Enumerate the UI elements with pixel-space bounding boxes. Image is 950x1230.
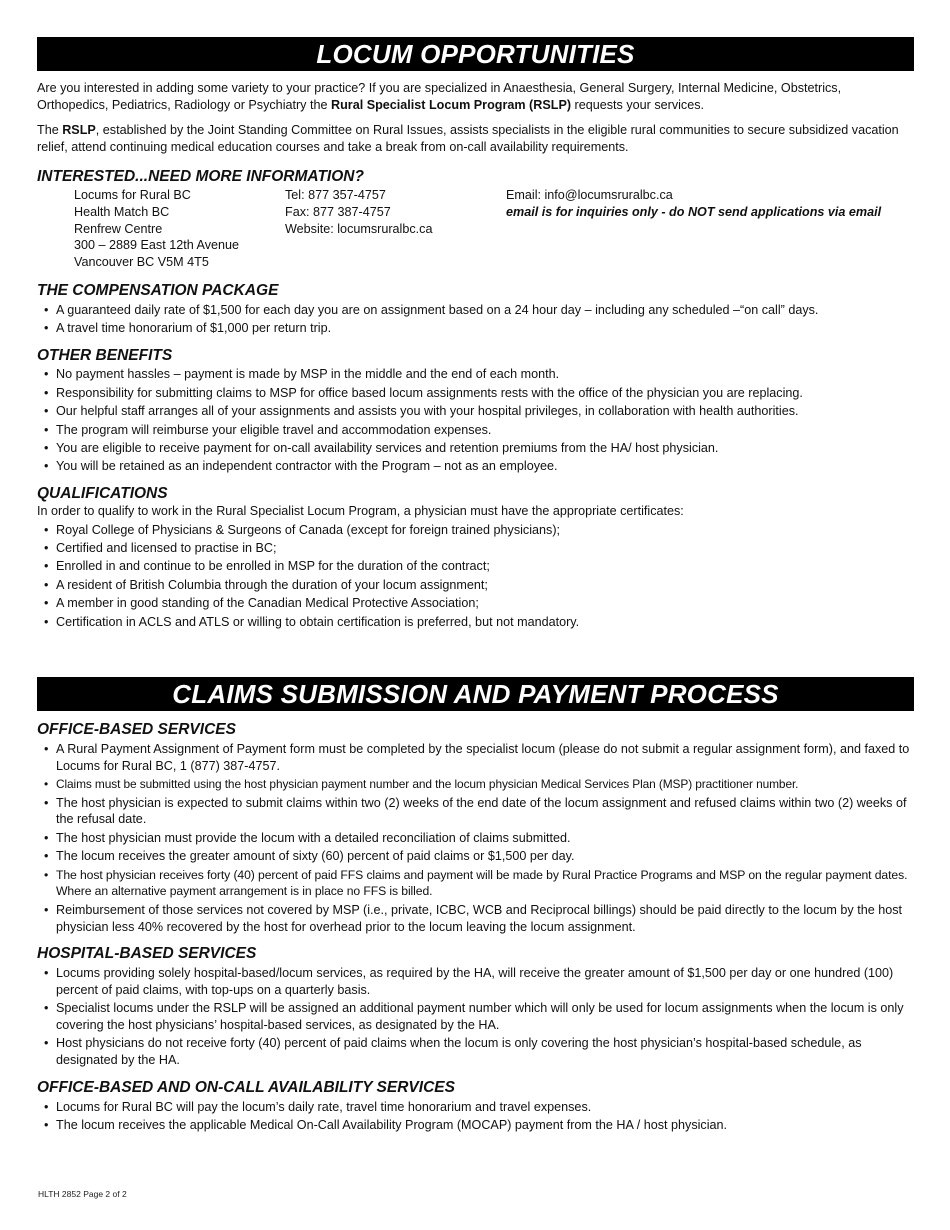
email-note: email is for inquiries only - do NOT send applications via email bbox=[506, 204, 882, 219]
qualifications-heading: QUALIFICATIONS bbox=[37, 485, 168, 503]
list-item: • The locum receives the applicable Medical On-Call Availability Program (MOCAP) payment from the HA / host physician. bbox=[37, 1117, 914, 1134]
on-call-heading: OFFICE-BASED AND ON-CALL AVAILABILITY SERVICES bbox=[37, 1078, 455, 1096]
hospital-based-heading: HOSPITAL-BASED SERVICES bbox=[37, 945, 257, 963]
list-item: • You will be retained as an independent contractor with the Program – not as an employee. bbox=[37, 458, 914, 475]
list-item: • A Rural Payment Assignment of Payment form must be completed by the specialist locum (please do not submit a regular assignment form), and faxed to Locums for Rural BC, 1 (877) 387-4757. bbox=[37, 741, 914, 775]
list-item: • Certification in ACLS and ATLS or willing to obtain certification is preferred, but not mandatory. bbox=[37, 614, 914, 631]
qualifications-section bbox=[37, 484, 914, 630]
contact-address: Locums for Rural BC Health Match BC Renfrew Centre 300 – 2889 East 12th Avenue Vancouver BC V5M 4T5 bbox=[74, 188, 240, 270]
fax-number: Fax: 877 387-4757 bbox=[285, 204, 391, 219]
list-item: • Host physicians do not receive forty (40) percent of paid claims when the locum is only covering the host physician’s hospital-based schedule, as designated by the HA. bbox=[37, 1035, 914, 1069]
intro-paragraph-2: The RSLP, established by the Joint Standing Committee on Rural Issues, assists specialists in the eligible rural communities to secure subsidized vacation relief, attend continuing medical education courses and take a break from on-call availability requirements. bbox=[37, 123, 899, 154]
benefits-section bbox=[37, 346, 914, 475]
contact-heading: INTERESTED...NEED MORE INFORMATION? bbox=[37, 168, 364, 185]
list-item: • Certified and licensed to practise in BC; bbox=[37, 540, 914, 557]
contact-email bbox=[506, 187, 914, 271]
list-item: • The host physician must provide the locum with a detailed reconciliation of claims submitted. bbox=[37, 830, 914, 847]
website-link[interactable]: Website: locumsruralbc.ca bbox=[285, 221, 433, 236]
list-item: • Locums for Rural BC will pay the locum’s daily rate, travel time honorarium and travel expenses. bbox=[37, 1099, 914, 1116]
list-item: • The host physician is expected to submit claims within two (2) weeks of the end date of the locum assignment and refused claims within two (2) weeks of the refusal date. bbox=[37, 795, 914, 829]
compensation-section bbox=[37, 281, 914, 337]
qualifications-intro: In order to qualify to work in the Rural Specialist Locum Program, a physician must have the appropriate certificates: bbox=[37, 504, 684, 519]
list-item: • Responsibility for submitting claims to MSP for office based locum assignments rests with the office of the physician you are replacing. bbox=[37, 385, 914, 402]
list-item: • Claims must be submitted using the host physician payment number and the locum physician Medical Services Plan (MSP) practitioner number. bbox=[37, 776, 914, 793]
claims-banner: CLAIMS SUBMISSION AND PAYMENT PROCESS bbox=[37, 677, 914, 711]
list-item: • No payment hassles – payment is made by MSP in the middle and the end of each month. bbox=[37, 366, 914, 383]
office-based-section bbox=[37, 720, 914, 935]
list-item: • Reimbursement of those services not covered by MSP (i.e., private, ICBC, WCB and Reciprocal billings) should be paid directly to the locum by the host physician less 40% recovered by the host for overhead prior to the locum leaving the locum assignment. bbox=[37, 902, 914, 936]
list-item: • The host physician receives forty (40) percent of paid FFS claims and payment will be made by Rural Practice Programs and MSP on the regular payment dates. Where an alternative payment arrangement is in place no FFS is billed. bbox=[37, 867, 914, 901]
list-item: • You are eligible to receive payment for on-call availability services and retention premiums from the HA/ host physician. bbox=[37, 440, 914, 457]
office-based-heading: OFFICE-BASED SERVICES bbox=[37, 721, 236, 739]
list-item: • Specialist locums under the RSLP will be assigned an additional payment number which will only be used for locum assignments when the locum is only covering the host physicians’ hospital-based services, as designated by the HA. bbox=[37, 1000, 914, 1034]
document-page bbox=[37, 37, 914, 1134]
contact-section bbox=[37, 167, 914, 271]
list-item: • A travel time honorarium of $1,000 per return trip. bbox=[37, 320, 914, 337]
on-call-section bbox=[37, 1078, 914, 1134]
list-item: • A guaranteed daily rate of $1,500 for each day you are on assignment based on a 24 hour day – including any scheduled –“on call” days. bbox=[37, 302, 914, 319]
list-item: • The locum receives the greater amount of sixty (60) percent of paid claims or $1,500 per day. bbox=[37, 848, 914, 865]
list-item: • Our helpful staff arranges all of your assignments and assists you with your hospital privileges, in collaboration with health authorities. bbox=[37, 403, 914, 420]
tel-number: Tel: 877 357-4757 bbox=[285, 188, 386, 202]
benefits-heading: OTHER BENEFITS bbox=[37, 346, 173, 364]
list-item: • Royal College of Physicians & Surgeons of Canada (except for foreign trained physicians); bbox=[37, 522, 914, 539]
list-item: • A resident of British Columbia through the duration of your locum assignment; bbox=[37, 577, 914, 594]
list-item: • Locums providing solely hospital-based/locum services, as required by the HA, will receive the greater amount of $1,500 per day or one hundred (100) percent of paid claims, with top-ups on a quarterly basis. bbox=[37, 965, 914, 999]
list-item: • The program will reimburse your eligible travel and accommodation expenses. bbox=[37, 422, 914, 439]
list-item: • A member in good standing of the Canadian Medical Protective Association; bbox=[37, 595, 914, 612]
contact-columns bbox=[37, 187, 914, 271]
hospital-based-section bbox=[37, 944, 914, 1069]
intro-paragraph-1: Are you interested in adding some variety to your practice? If you are specialized in Anaesthesia, General Surgery, Internal Medicine, Obstetrics, Orthopedics, Pediatrics, Radiology or Psychiatry the Rural Specialist Locum Program (RSLP) requests your services. bbox=[37, 81, 842, 112]
page-footer: HLTH 2852 Page 2 of 2 bbox=[38, 1189, 127, 1199]
locum-opportunities-banner: LOCUM OPPORTUNITIES bbox=[37, 37, 914, 71]
list-item: • Enrolled in and continue to be enrolled in MSP for the duration of the contract; bbox=[37, 558, 914, 575]
email-link[interactable]: Email: info@locumsruralbc.ca bbox=[506, 188, 673, 202]
contact-phones bbox=[285, 187, 506, 271]
compensation-heading: THE COMPENSATION PACKAGE bbox=[37, 281, 279, 299]
